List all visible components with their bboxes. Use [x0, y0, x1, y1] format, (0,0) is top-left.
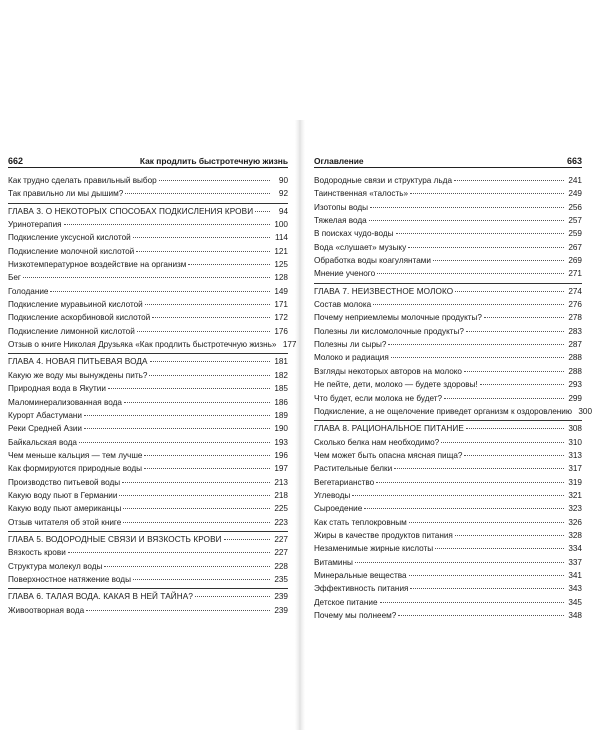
toc-chapter-entry [314, 285, 582, 298]
dot-leader [352, 495, 564, 496]
dot-leader [119, 495, 270, 496]
entry-page-number: 182 [274, 370, 288, 380]
entry-title: Маломинерализованная вода [8, 397, 122, 407]
toc-entry [8, 382, 288, 395]
toc-list [314, 174, 593, 622]
toc-entry [314, 596, 582, 609]
entry-title: Подкисление аскорбиновой кислотой [8, 313, 151, 323]
toc-entry [314, 529, 582, 542]
entry-page-number: 196 [274, 450, 288, 460]
toc-entry [314, 174, 582, 187]
dot-leader [150, 361, 270, 362]
toc-chapter-entry [314, 422, 582, 435]
entry-page-number: 319 [568, 477, 582, 487]
entry-page-number: 213 [274, 477, 288, 487]
entry-title: ГЛАВА 3. О НЕКОТОРЫХ СПОСОБАХ ПОДКИСЛЕНИЯ КРОВИ [8, 206, 254, 216]
entry-title: Низкотемпературное воздействие на организм [8, 260, 187, 270]
entry-page-number: 171 [274, 300, 288, 310]
dot-leader [152, 317, 270, 318]
toc-entry [8, 604, 288, 617]
entry-page-number: 317 [568, 464, 582, 474]
toc-entry [8, 369, 288, 382]
toc-entry [314, 311, 582, 324]
entry-page-number: 321 [568, 490, 582, 500]
entry-title: Поверхностное натяжение воды [8, 574, 131, 584]
dot-leader [159, 180, 270, 181]
dot-leader [376, 482, 564, 483]
toc-entry [314, 201, 582, 214]
running-title: Оглавление [314, 156, 364, 166]
entry-title: Байкальская вода [8, 437, 77, 447]
dot-leader [108, 388, 270, 389]
toc-entry [8, 396, 288, 409]
toc-chapter-entry [8, 590, 288, 603]
entry-page-number: 256 [568, 202, 582, 212]
toc-entry [8, 174, 288, 187]
dot-leader [377, 273, 564, 274]
dot-leader [149, 375, 270, 376]
section-divider [8, 353, 288, 354]
section-divider [8, 531, 288, 532]
entry-page-number: 239 [274, 592, 288, 602]
dot-leader [224, 539, 270, 540]
entry-title: Минеральные вещества [314, 570, 407, 580]
toc-entry [8, 245, 288, 258]
dot-leader [144, 468, 270, 469]
right-running-head [314, 156, 582, 168]
entry-page-number: 186 [274, 397, 288, 407]
toc-entry [314, 325, 582, 338]
toc-entry [314, 569, 582, 582]
entry-page-number: 197 [274, 464, 288, 474]
toc-entry [8, 516, 288, 529]
toc-entry [8, 476, 288, 489]
dot-leader [484, 317, 564, 318]
entry-page-number: 125 [274, 260, 288, 270]
dot-leader [466, 428, 564, 429]
entry-page-number: 128 [274, 273, 288, 283]
entry-title: Подкисление молочной кислотой [8, 246, 135, 256]
page-number: 663 [566, 156, 582, 166]
toc-entry [8, 231, 288, 244]
entry-page-number: 334 [568, 544, 582, 554]
section-divider [314, 420, 582, 421]
dot-leader [455, 291, 564, 292]
entry-page-number: 287 [568, 340, 582, 350]
entry-title: Вязкость крови [8, 548, 66, 558]
entry-title: ГЛАВА 4. НОВАЯ ПИТЬЕВАЯ ВОДА [8, 357, 148, 367]
toc-entry [8, 325, 288, 338]
entry-title: Как трудно сделать правильный выбор [8, 176, 157, 185]
toc-entry [8, 546, 288, 559]
section-divider [8, 588, 288, 589]
dot-leader [410, 193, 564, 194]
entry-title: Детское питание [314, 597, 378, 607]
toc-chapter-entry [8, 533, 288, 546]
entry-page-number: 259 [568, 229, 582, 239]
dot-leader [409, 522, 564, 523]
dot-leader [86, 610, 270, 611]
entry-title: Незаменимые жирные кислоты [314, 544, 434, 554]
entry-page-number: 94 [278, 206, 288, 216]
entry-page-number: 172 [274, 313, 288, 323]
dot-leader [355, 562, 564, 563]
toc-entry [314, 462, 582, 475]
toc-entry [8, 422, 288, 435]
entry-title: ГЛАВА 8. РАЦИОНАЛЬНОЕ ПИТАНИЕ [314, 424, 464, 434]
entry-title: Подкисление муравьиной кислотой [8, 300, 143, 310]
entry-title: Какую же воду мы вынуждены пить? [8, 370, 148, 380]
toc-entry [8, 258, 288, 271]
dot-leader [23, 277, 270, 278]
running-title: Как продлить быстротечную жизнь [139, 156, 288, 166]
dot-leader [464, 371, 564, 372]
entry-title: Молоко и радиация [314, 353, 389, 363]
dot-leader [145, 304, 270, 305]
toc-entry [314, 556, 582, 569]
entry-title: Тяжелая вода [314, 216, 367, 226]
dot-leader [364, 508, 564, 509]
entry-page-number: 326 [568, 517, 582, 527]
entry-title: Сколько белка нам необходимо? [314, 437, 440, 447]
dot-leader [435, 548, 564, 549]
entry-title: Чем может быть опасна мясная пища? [314, 450, 463, 460]
toc-entry [314, 542, 582, 555]
entry-page-number: 239 [274, 605, 288, 615]
entry-page-number: 176 [274, 326, 288, 336]
entry-page-number: 92 [278, 189, 288, 199]
entry-page-number: 223 [274, 517, 288, 527]
dot-leader [369, 220, 564, 221]
entry-title: Подкисление лимонной кислотой [8, 326, 135, 336]
toc-entry [8, 285, 288, 298]
entry-page-number: 218 [274, 490, 288, 500]
entry-page-number: 227 [274, 548, 288, 558]
toc-entry [8, 573, 288, 586]
entry-title: Природная вода в Якутии [8, 384, 106, 394]
dot-leader [124, 402, 270, 403]
toc-entry [314, 436, 582, 449]
entry-page-number: 257 [568, 216, 582, 226]
entry-title: ГЛАВА 7. НЕИЗВЕСТНОЕ МОЛОКО [314, 286, 454, 296]
entry-page-number: 228 [274, 561, 288, 571]
dot-leader [464, 455, 564, 456]
entry-title: Структура молекул воды [8, 561, 103, 571]
entry-page-number: 337 [568, 557, 582, 567]
dot-leader [455, 535, 564, 536]
entry-page-number: 283 [568, 326, 582, 336]
toc-entry [314, 227, 582, 240]
toc-entry [314, 214, 582, 227]
dot-leader [133, 237, 270, 238]
entry-page-number: 348 [568, 611, 582, 620]
dot-leader [64, 224, 270, 225]
entry-title: ГЛАВА 5. ВОДОРОДНЫЕ СВЯЗИ И ВЯЗКОСТЬ КРОВИ [8, 534, 222, 544]
entry-page-number: 185 [274, 384, 288, 394]
toc-chapter-entry [8, 355, 288, 368]
entry-title: Бег [8, 273, 21, 283]
toc-entry [8, 436, 288, 449]
toc-entry [314, 338, 582, 351]
entry-title: Какую воду пьют американцы [8, 504, 122, 514]
entry-page-number: 345 [568, 597, 582, 607]
entry-title: Витамины [314, 557, 353, 567]
toc-entry [314, 476, 582, 489]
entry-page-number: 271 [568, 269, 582, 279]
toc-entry [314, 365, 582, 378]
section-divider [314, 283, 582, 284]
dot-leader [409, 575, 564, 576]
entry-page-number: 227 [274, 534, 288, 544]
entry-title: Подкисление уксусной кислотой [8, 233, 131, 243]
entry-title: Так правильно ли мы дышим? [8, 189, 124, 199]
entry-page-number: 308 [568, 424, 582, 434]
entry-page-number: 310 [568, 437, 582, 447]
dot-leader [125, 193, 270, 194]
entry-title: Изотопы воды [314, 202, 369, 212]
entry-page-number: 235 [274, 574, 288, 584]
entry-title: Не пейте, дети, молоко — будете здоровы! [314, 380, 478, 390]
entry-page-number: 274 [568, 286, 582, 296]
dot-leader [444, 398, 564, 399]
entry-title: Жиры в качестве продуктов питания [314, 530, 453, 540]
entry-title: Углеводы [314, 490, 351, 500]
toc-entry [8, 560, 288, 573]
entry-title: Подкисление, а не ощелочение приведет организм к оздоровлению [314, 406, 573, 416]
dot-leader [394, 468, 564, 469]
entry-page-number: 341 [568, 570, 582, 580]
toc-entry [314, 405, 593, 418]
entry-page-number: 278 [568, 313, 582, 323]
entry-title: Сыроедение [314, 504, 363, 514]
dot-leader [84, 428, 270, 429]
dot-leader [373, 304, 564, 305]
dot-leader [137, 331, 270, 332]
dot-leader [123, 522, 270, 523]
entry-title: Курорт Абастумани [8, 410, 83, 420]
entry-title: Что будет, если молока не будет? [314, 393, 443, 403]
dot-leader [122, 482, 270, 483]
entry-page-number: 288 [568, 353, 582, 363]
entry-page-number: 177 [282, 340, 297, 350]
dot-leader [188, 264, 270, 265]
entry-title: Как формируются природные воды [8, 464, 142, 474]
entry-title: Водородные связи и структура льда [314, 176, 453, 185]
toc-entry [8, 338, 297, 351]
entry-page-number: 225 [274, 504, 288, 514]
entry-title: Таинственная «талость» [314, 189, 409, 199]
entry-title: Вегетарианство [314, 477, 375, 487]
entry-title: Растительные белки [314, 464, 393, 474]
entry-page-number: 343 [568, 584, 582, 594]
book-gutter [295, 120, 305, 730]
toc-entry [314, 378, 582, 391]
dot-leader [84, 415, 270, 416]
entry-title: Вода «слушает» музыку [314, 242, 407, 252]
entry-page-number: 267 [568, 242, 582, 252]
dot-leader [136, 251, 270, 252]
toc-entry [314, 609, 582, 622]
entry-title: Живоотворная вода [8, 605, 85, 615]
dot-leader [133, 579, 270, 580]
dot-leader [454, 180, 564, 181]
entry-page-number: 323 [568, 504, 582, 514]
dot-leader [391, 357, 564, 358]
entry-title: В поисках чудо-воды [314, 229, 394, 239]
entry-page-number: 269 [568, 256, 582, 266]
dot-leader [144, 455, 270, 456]
dot-leader [388, 344, 564, 345]
entry-page-number: 114 [274, 233, 288, 243]
toc-entry [314, 298, 582, 311]
entry-title: Чем меньше кальция — тем лучше [8, 450, 143, 460]
dot-leader [398, 615, 564, 616]
entry-page-number: 193 [274, 437, 288, 447]
dot-leader [408, 247, 564, 248]
dot-leader [410, 588, 564, 589]
toc-entry [314, 489, 582, 502]
toc-entry [8, 462, 288, 475]
entry-title: Уринотерапия [8, 220, 62, 230]
toc-entry [8, 502, 288, 515]
entry-page-number: 189 [274, 410, 288, 420]
dot-leader [255, 211, 270, 212]
entry-page-number: 328 [568, 530, 582, 540]
dot-leader [396, 233, 564, 234]
entry-title: Реки Средней Азии [8, 424, 82, 434]
dot-leader [370, 207, 564, 208]
toc-entry [314, 351, 582, 364]
entry-title: ГЛАВА 6. ТАЛАЯ ВОДА. КАКАЯ В НЕЙ ТАЙНА? [8, 592, 193, 602]
entry-title: Отзыв о книге Николая Друзьяка «Как продлить быстротечную жизнь» [8, 340, 277, 350]
toc-entry [314, 187, 582, 200]
toc-entry [8, 271, 288, 284]
entry-page-number: 293 [568, 380, 582, 390]
entry-title: Почему мы полнеем? [314, 611, 397, 620]
right-page [314, 156, 593, 622]
dot-leader [433, 260, 564, 261]
page-number: 662 [8, 156, 24, 166]
entry-page-number: 276 [568, 300, 582, 310]
dot-leader [195, 596, 270, 597]
dot-leader [104, 566, 270, 567]
toc-entry [314, 502, 582, 515]
toc-entry [314, 516, 582, 529]
toc-entry [314, 241, 582, 254]
toc-entry [314, 267, 582, 280]
entry-title: Почему неприемлемы молочные продукты? [314, 313, 482, 323]
section-divider [8, 203, 288, 204]
entry-page-number: 313 [568, 450, 582, 460]
toc-entry [314, 392, 582, 405]
entry-title: Производство питьевой воды [8, 477, 121, 487]
entry-page-number: 288 [568, 366, 582, 376]
dot-leader [123, 508, 270, 509]
toc-chapter-entry [8, 205, 288, 218]
entry-title: Полезны ли сыры? [314, 340, 387, 350]
toc-entry [8, 311, 288, 324]
left-page [8, 156, 297, 617]
entry-title: Состав молока [314, 300, 372, 310]
dot-leader [480, 384, 564, 385]
dot-leader [79, 442, 270, 443]
toc-entry [314, 582, 582, 595]
toc-entry [314, 254, 582, 267]
entry-page-number: 249 [568, 189, 582, 199]
toc-entry [8, 298, 288, 311]
entry-page-number: 300 [578, 406, 593, 416]
toc-entry [8, 187, 288, 200]
entry-title: Взгляды некоторых авторов на молоко [314, 366, 462, 376]
entry-title: Отзыв читателя об этой книге [8, 517, 122, 527]
dot-leader [68, 552, 270, 553]
entry-title: Голодание [8, 286, 49, 296]
entry-page-number: 241 [568, 176, 582, 185]
entry-title: Эффективность питания [314, 584, 409, 594]
entry-title: Как стать теплокровным [314, 517, 407, 527]
entry-page-number: 299 [568, 393, 582, 403]
entry-page-number: 121 [274, 246, 288, 256]
dot-leader [380, 602, 564, 603]
entry-page-number: 190 [274, 424, 288, 434]
toc-entry [8, 449, 288, 462]
entry-title: Полезны ли кисломолочные продукты? [314, 326, 464, 336]
dot-leader [50, 291, 270, 292]
entry-title: Какую воду пьют в Германии [8, 490, 118, 500]
left-running-head [8, 156, 288, 168]
dot-leader [466, 331, 564, 332]
entry-page-number: 181 [274, 357, 288, 367]
toc-entry [8, 218, 288, 231]
toc-entry [8, 409, 288, 422]
entry-page-number: 100 [274, 220, 288, 230]
entry-page-number: 90 [278, 176, 288, 185]
entry-title: Мнение ученого [314, 269, 376, 279]
dot-leader [441, 442, 564, 443]
entry-title: Обработка воды коагулянтами [314, 256, 431, 266]
toc-entry [8, 489, 288, 502]
toc-entry [314, 449, 582, 462]
entry-page-number: 149 [274, 286, 288, 296]
toc-list [8, 174, 297, 617]
